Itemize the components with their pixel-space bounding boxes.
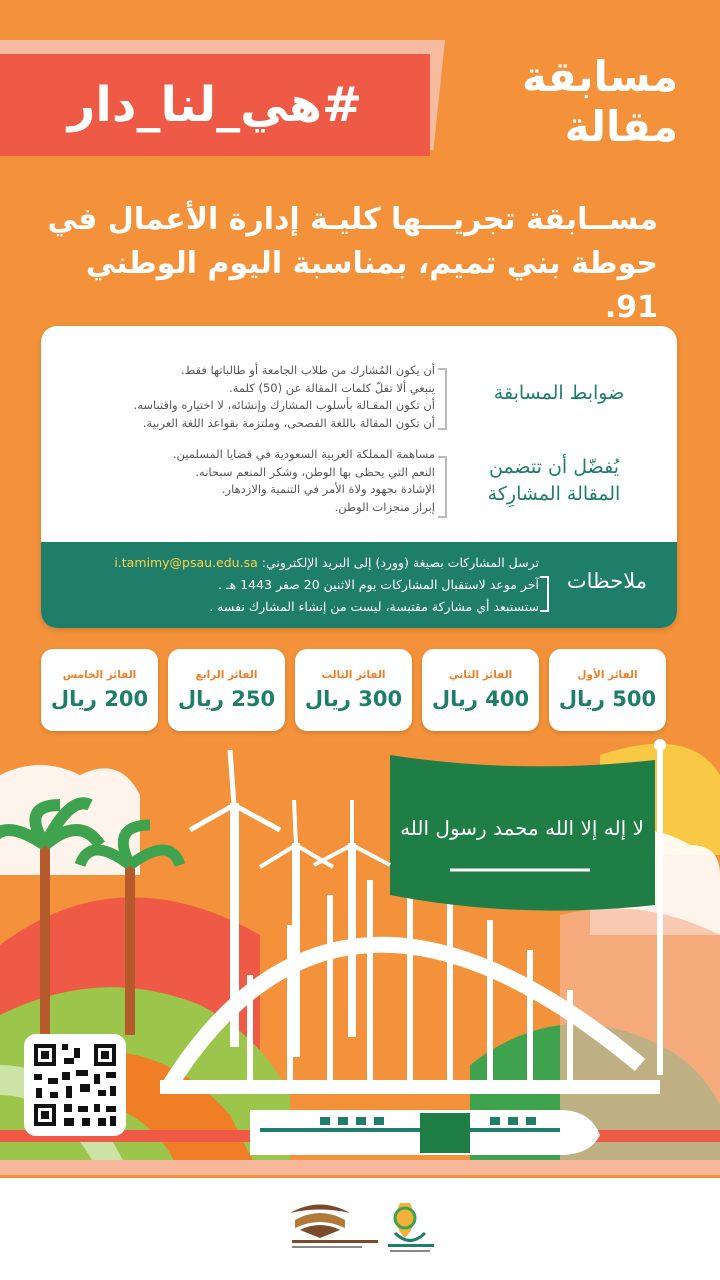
notes-label: ملاحظات (566, 569, 647, 593)
preferred-item: النعم التي يحظى بها الوطن، وشكر المنعم سبحانه. (195, 464, 435, 479)
preferred-label (469, 454, 639, 508)
prize-card-3 (295, 649, 412, 731)
preferred-list (55, 446, 435, 516)
hashtag-text: #هي_لنا_دار (67, 77, 363, 133)
hashtag-band (0, 54, 430, 156)
university-logo-icon (290, 1205, 378, 1249)
prize-place: الفائز الثاني (448, 669, 513, 681)
preferred-item: مساهمة المملكة العربية السعودية في قضايا المسلمين. (172, 447, 435, 461)
notes-item-email (59, 552, 539, 574)
contest-title-line2: مقالة (564, 102, 678, 151)
rules-item: أن تكون المقالة باللغة الفصحى، وملتزمة بقواعد اللغة العربية. (142, 415, 435, 430)
notes-section (41, 542, 677, 628)
prize-place: الفائز الأول (577, 669, 638, 681)
preferred-label-line2: المقالة المشارِكة (487, 483, 621, 505)
prize-amount: 400 ريال (431, 687, 530, 711)
contest-title-line1: مسابقة (522, 52, 678, 101)
preferred-item: الإشادة بجهود ولاة الأمر في التنمية والازدهار. (221, 482, 435, 496)
prize-amount: 250 ريال (177, 687, 276, 711)
rules-item: ينبغي ألا تقلّ كلمات المقالة عن (50) كلمة. (229, 380, 435, 395)
prize-card-2 (422, 649, 539, 731)
rules-bracket (438, 368, 447, 430)
notes-list (59, 552, 539, 618)
email-link[interactable]: i.tamimy@psau.edu.sa (114, 555, 258, 570)
prize-amount: 500 ريال (558, 687, 657, 711)
notes-item-deadline: آخر موعد لاستقبال المشاركات يوم الاثنين 20 صفر 1443 هـ . (217, 577, 539, 592)
intro-line1: مســابقة تجريـــها كليـة إدارة الأعمال في (47, 202, 658, 237)
college-logo-icon (388, 1203, 434, 1252)
prize-place: الفائز الخامس (62, 669, 137, 681)
rules-label: ضوابط المسابقة (493, 382, 625, 404)
flag-shahada: لا إله إلا الله محمد رسول الله (400, 816, 644, 840)
contest-title (522, 52, 678, 152)
preferred-label-line1: يُفضّل أن تتضمن (488, 456, 620, 478)
intro-text (38, 198, 658, 330)
prize-amount: 200 ريال (50, 687, 149, 711)
rules-list (55, 362, 435, 432)
prize-place: الفائز الثالث (321, 669, 386, 681)
notes-email-prefix: ترسل المشاركات بصيغة (وورد) إلى البريد الإلكتروني: (261, 555, 539, 570)
preferred-item: إبراز منجزات الوطن. (334, 499, 435, 514)
rules-card (41, 326, 677, 628)
prize-card-4 (168, 649, 285, 731)
notes-item-exclusion: ستستبعد أي مشاركة مقتبسة، ليست من إنشاء المشارك نفسه . (209, 599, 539, 614)
preferred-bracket (438, 456, 447, 518)
prize-card-5 (41, 649, 158, 731)
rules-item: أن يكون المُشارك من طلاب الجامعة أو طالباتها فقط. (181, 363, 435, 377)
prize-card-1 (549, 649, 666, 731)
notes-bracket (540, 576, 549, 612)
footer (0, 1178, 720, 1280)
qr-code[interactable] (24, 1034, 126, 1136)
prizes-row (41, 649, 678, 731)
rules-item: أن تكون المقـالة بأسلوب المشارك وإنشائه، لا اختياره واقتباسه. (133, 398, 435, 412)
prize-place: الفائز الرابع (195, 669, 258, 681)
prize-amount: 300 ريال (304, 687, 403, 711)
intro-line2: حوطة بني تميم، بمناسبة اليوم الوطني 91. (85, 246, 658, 325)
qr-code-icon (24, 1034, 126, 1136)
